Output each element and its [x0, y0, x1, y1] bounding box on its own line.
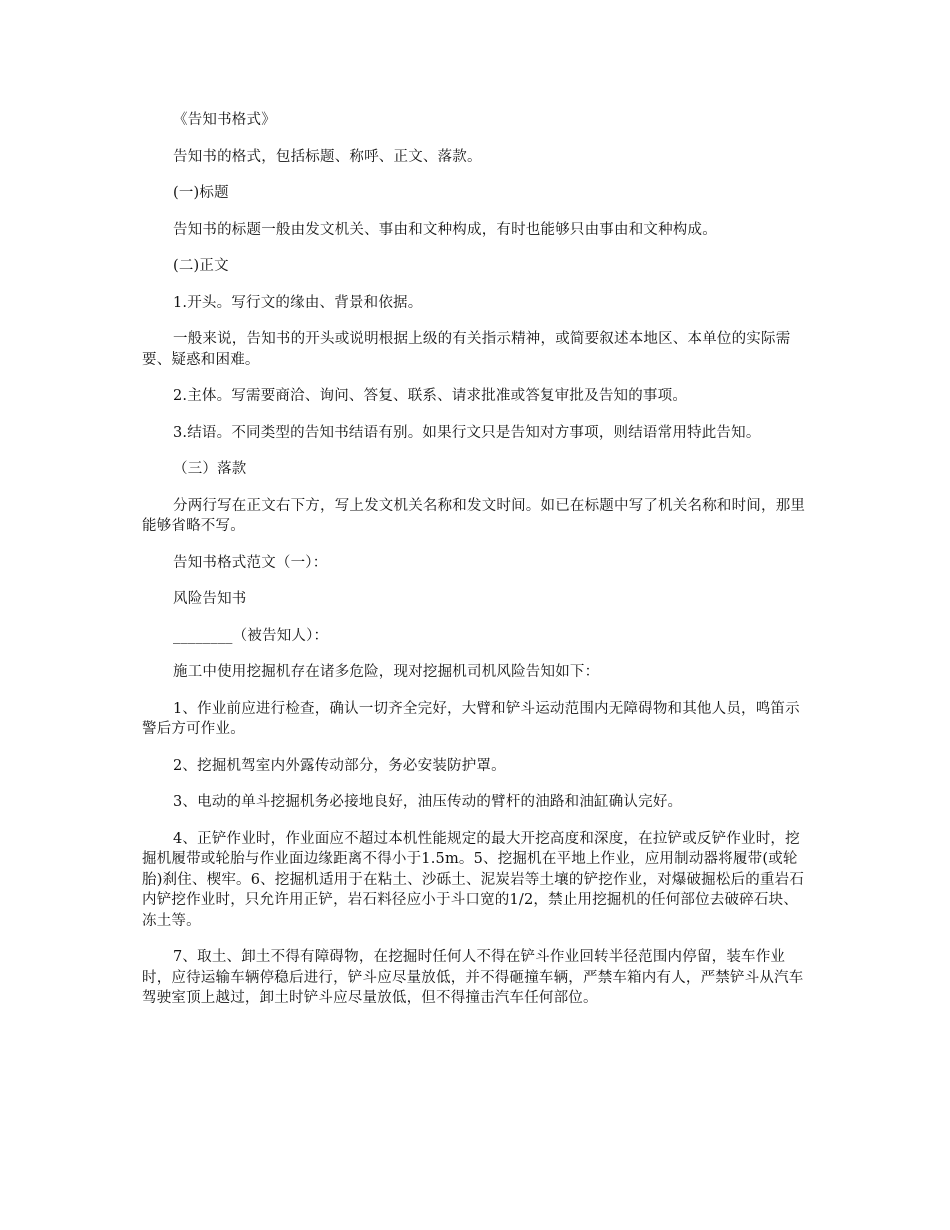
- section-heading: (二)正文: [173, 258, 229, 274]
- section-heading: (一)标题: [173, 185, 229, 201]
- paragraph: 1.开头。写行文的缘由、背景和依据。: [173, 294, 423, 311]
- paragraph: 1、作业前应进行检查，确认一切齐全完好，大臂和铲斗运动范围内无障碍物和其他人员，鸣笛示警后方可作业。: [142, 700, 800, 737]
- paragraph: 2、挖掘机驾室内外露传动部分，务必安装防护罩。: [173, 757, 506, 774]
- paragraph: 3、电动的单斗挖掘机务必接地良好，油压传动的臂杆的油路和油缸确认完好。: [173, 794, 683, 810]
- paragraph: 告知书的标题一般由发文机关、事由和文种构成，有时也能够只由事由和文种构成。: [173, 221, 717, 238]
- sample-title: 风险告知书: [173, 591, 247, 607]
- paragraph: 分两行写在正文右下方，写上发文机关名称和发文时间。如已在标题中写了机关名称和时间，那里能够省略不写。: [142, 497, 806, 534]
- paragraph: 4、正铲作业时，作业面应不超过本机性能规定的最大开挖高度和深度，在拉铲或反铲作业时，挖掘机履带或轮胎与作业面边缘距离不得小于1.5m。5、挖掘机在平地上作业，应用制动器将履带(或轮胎)刹住、楔牢。6、挖掘机适用于在粘土、沙砾土、泥炭岩等土壤的铲挖作业，对爆破掘松后的重岩石内铲挖作业时，只允许用正铲，岩石料径应小于斗口宽的1/2，禁止用挖掘机的任何部位去破碎石块、冻土等。: [142, 830, 805, 929]
- document-title: 《告知书格式》: [173, 112, 276, 128]
- paragraph: 一般来说，告知书的开头或说明根据上级的有关指示精神，或简要叙述本地区、本单位的实际需要、疑惑和困难。: [142, 331, 791, 368]
- paragraph: 施工中使用挖掘机存在诸多危险，现对挖掘机司机风险告知如下：: [173, 664, 600, 680]
- paragraph: 7、取土、卸土不得有障碍物，在挖掘时任何人不得在铲斗作业回转半径范围内停留，装车作业时，应待运输车辆停稳后进行，铲斗应尽量放低，并不得砸撞车辆，严禁车箱内有人，严禁铲斗从汽车驾驶室顶上越过，卸土时铲斗应尽量放低，但不得撞击汽车任何部位。: [142, 949, 804, 1006]
- section-heading: （三）落款: [173, 461, 247, 477]
- paragraph: 告知书的格式，包括标题、称呼、正文、落款。: [173, 148, 482, 165]
- paragraph: 2.主体。写需要商洽、询问、答复、联系、请求批准或答复审批及告知的事项。: [173, 388, 688, 404]
- addressee-line: ________（被告知人）：: [173, 627, 329, 644]
- document-body: [142, 110, 810, 1025]
- paragraph: 3.结语。不同类型的告知书结语有别。如果行文只是告知对方事项，则结语常用特此告知。: [173, 424, 761, 441]
- paragraph: 告知书格式范文（一）：: [173, 554, 328, 571]
